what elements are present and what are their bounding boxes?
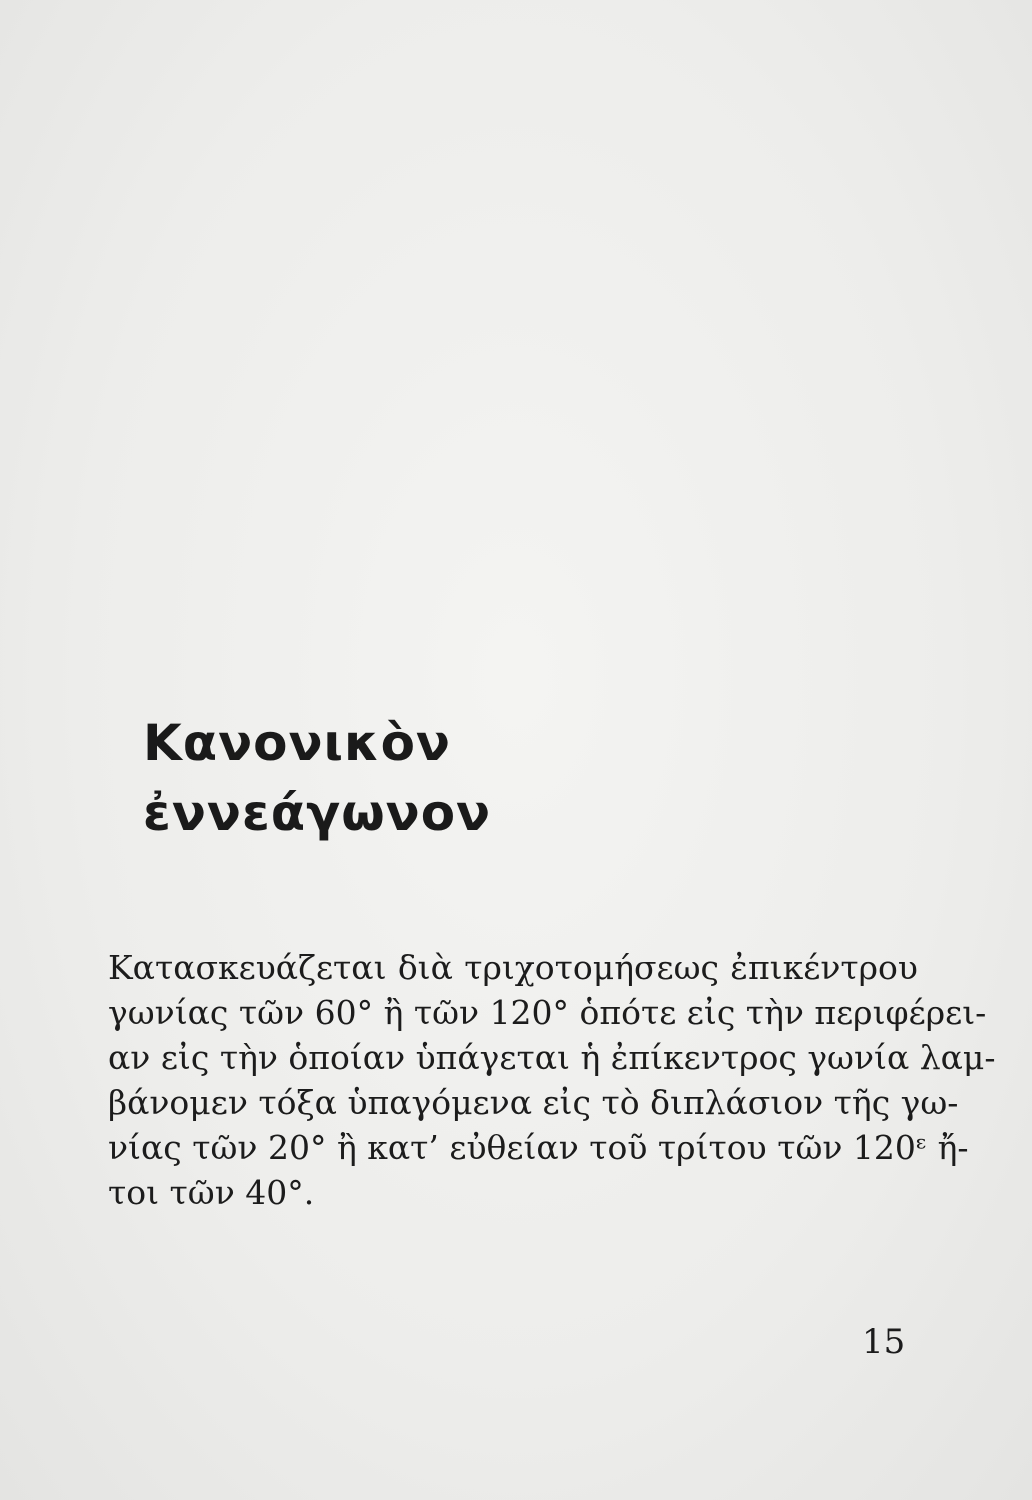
section-title-line-2: ἐννεάγωνον [143, 784, 492, 842]
section-title [143, 708, 491, 848]
body-line-3: αν εἰς τὴν ὁποίαν ὑπάγεται ἡ ἐπίκεντρος γωνία λαμ- [108, 1038, 996, 1077]
section-title-line-1: Κανονικὸν [143, 714, 451, 772]
body-line-2: γωνίας τῶν 60° ἢ τῶν 120° ὁπότε εἰς τὴν περιφέρει- [108, 993, 987, 1032]
page-number: 15 [862, 1322, 906, 1362]
body-line-6: τοι τῶν 40°. [108, 1173, 315, 1212]
body-line-5: νίας τῶν 20° ἢ κατ’ εὐθείαν τοῦ τρίτου τῶν 120ᵋ ἤ- [108, 1128, 969, 1167]
body-paragraph [108, 945, 996, 1215]
body-line-1: Κατασκευάζεται διὰ τριχοτομήσεως ἐπικέντρου [108, 948, 918, 987]
body-line-4: βάνομεν τόξα ὑπαγόμενα εἰς τὸ διπλάσιον τῆς γω- [108, 1083, 959, 1122]
